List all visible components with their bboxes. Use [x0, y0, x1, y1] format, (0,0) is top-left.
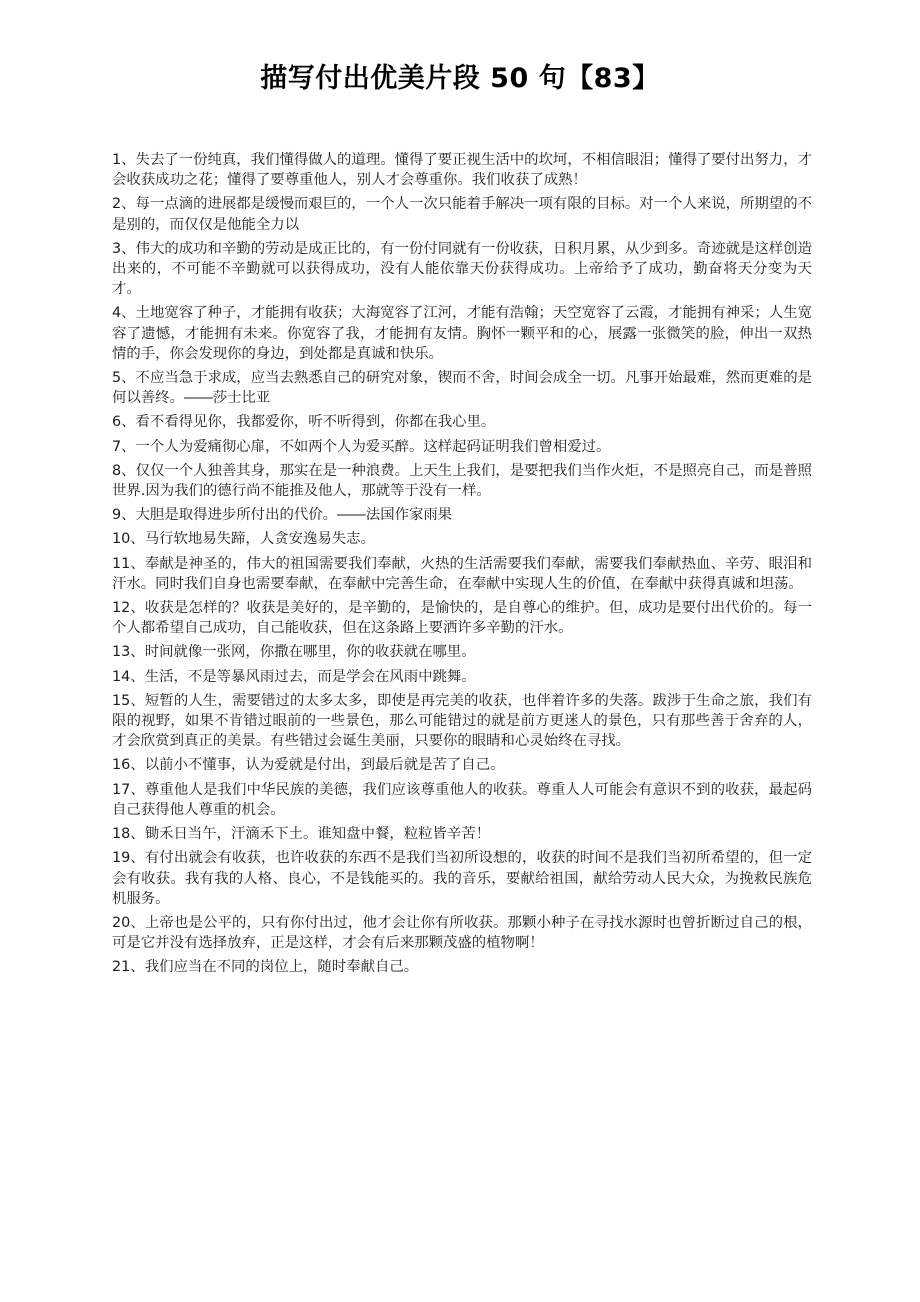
- paragraph: 18、锄禾日当午，汗滴禾下土。谁知盘中餐，粒粒皆辛苦！: [112, 826, 491, 843]
- paragraph: 4、土地宽容了种子，才能拥有收获；大海宽容了江河，才能有浩翰；天空宽容了云霞，才能拥有神采；人生宽容了遗憾，才能拥有未来。你宽容了我，才能拥有友情。胸怀一颗平和的心，展露一张微笑的脸，伸出一双热情的手，你会发现你的身边，到处都是真诚和快乐。: [112, 305, 812, 362]
- paragraph: 20、上帝也是公平的，只有你付出过，他才会让你有所收获。那颗小种子在寻找水源时也曾折断过自己的根，可是它并没有选择放弃，正是这样，才会有后来那颗茂盛的植物啊！: [112, 914, 812, 952]
- paragraph: 16、以前小不懂事，认为爱就是付出，到最后就是苦了自己。: [112, 757, 505, 774]
- paragraph: 5、不应当急于求成，应当去熟悉自己的研究对象，锲而不舍，时间会成全一切。凡事开始最难，然而更难的是何以善终。――莎士比亚: [112, 370, 812, 407]
- paragraph: 6、看不看得见你，我都爱你，听不听得到，你都在我心里。: [112, 414, 496, 431]
- paragraph: 12、收获是怎样的？收获是美好的，是辛勤的，是愉快的，是自尊心的维护。但，成功是要付出代价的。每一个人都希望自己成功，自己能收获，但在这条路上要洒许多辛勤的汗水。: [112, 600, 812, 637]
- paragraph: 10、马行软地易失蹄，人贪安逸易失志。: [112, 531, 375, 548]
- paragraph: 8、仅仅一个人独善其身，那实在是一种浪费。上天生上我们，是要把我们当作火炬，不是照亮自己，而是普照世界.因为我们的德行尚不能推及他人，那就等于没有一样。: [112, 462, 812, 500]
- paragraph: 2、每一点滴的进展都是缓慢而艰巨的，一个人一次只能着手解决一项有限的目标。对一个人来说，所期望的不是别的，而仅仅是他能全力以: [112, 196, 812, 233]
- paragraph: 15、短暂的人生，需要错过的太多太多，即使是再完美的收获，也伴着许多的失落。跋涉于生命之旅，我们有限的视野，如果不肯错过眼前的一些景色，那么可能错过的就是前方更迷人的景色，只有那些善于舍弃的人，才会欣赏到真正的美景。有些错过会诞生美丽，只要你的眼睛和心灵始终在寻找。: [112, 692, 812, 750]
- paragraph: 17、尊重他人是我们中华民族的美德，我们应该尊重他人的收获。尊重人人可能会有意识不到的收获，最起码自己获得他人尊重的机会。: [112, 781, 812, 818]
- document-body: [112, 150, 812, 978]
- paragraph: 7、一个人为爱痛彻心扉，不如两个人为爱买醉。这样起码证明我们曾相爱过。: [112, 438, 611, 455]
- paragraph: 13、时间就像一张网，你撒在哪里，你的收获就在哪里。: [112, 644, 476, 661]
- paragraph: 11、奉献是神圣的，伟大的祖国需要我们奉献，火热的生活需要我们奉献，需要我们奉献热血、辛劳、眼泪和汗水。同时我们自身也需要奉献，在奉献中完善生命，在奉献中实现人生的价值，在奉献中获得真诚和坦荡。: [112, 555, 812, 592]
- paragraph: 9、大胆是取得进步所付出的代价。――法国作家雨果: [112, 507, 453, 524]
- paragraph: 21、我们应当在不同的岗位上，随时奉献自己。: [112, 959, 419, 976]
- page-title: 描写付出优美片段 50 句【83】: [260, 63, 660, 94]
- paragraph: 19、有付出就会有收获，也许收获的东西不是我们当初所设想的，收获的时间不是我们当初所希望的，但一定会有收获。我有我的人格、良心，不是钱能买的。我的音乐，要献给祖国，献给劳动人民大众，为挽救民族危机服务。: [112, 850, 812, 907]
- paragraph: 14、生活，不是等暴风雨过去，而是学会在风雨中跳舞。: [112, 668, 476, 685]
- paragraph: 1、失去了一份纯真，我们懂得做人的道理。懂得了要正视生活中的坎坷，不相信眼泪；懂得了要付出努力，才会收获成功之花；懂得了要尊重他人，别人才会尊重你。我们收获了成熟！: [112, 152, 812, 189]
- paragraph: 3、伟大的成功和辛勤的劳动是成正比的，有一份付同就有一份收获，日积月累，从少到多。奇迹就是这样创造出来的，不可能不辛勤就可以获得成功，没有人能依靠天份获得成功。上帝给予了成功，勤奋将天分变为天才。: [112, 240, 812, 298]
